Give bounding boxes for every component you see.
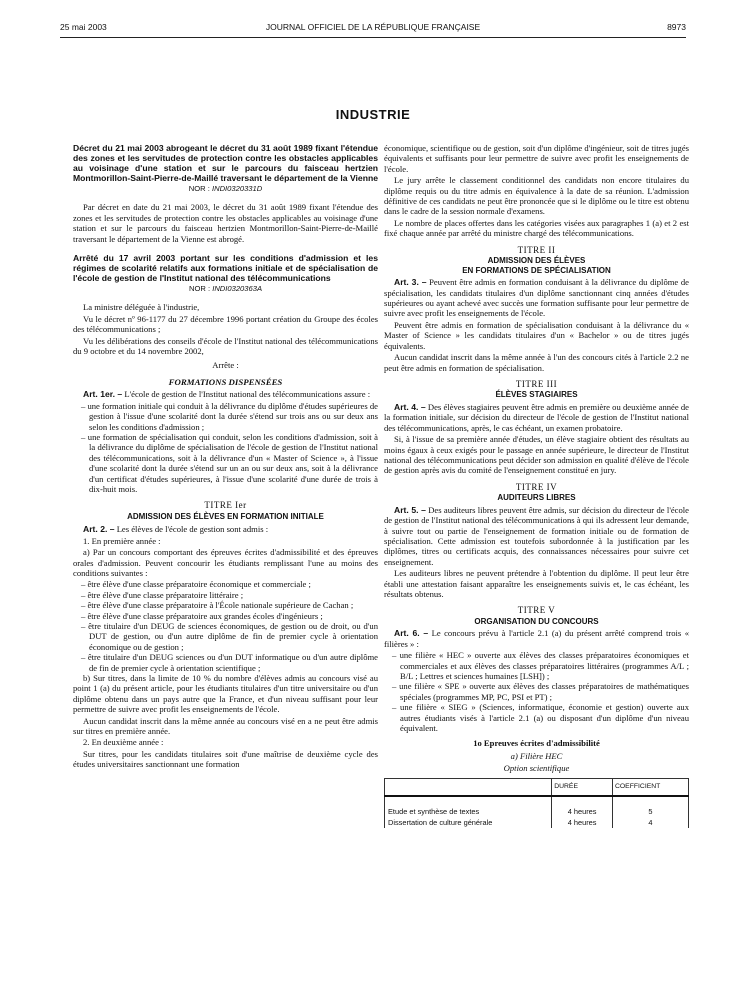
titre-2-sub2: EN FORMATIONS DE SPÉCIALISATION <box>462 265 611 275</box>
article-text: L'école de gestion de l'Institut national des télécommunications assure : <box>124 389 371 400</box>
titre-5-sub: ORGANISATION DU CONCOURS <box>474 616 599 626</box>
visa-decret: Vu le décret nº 96-1177 du 27 décembre 1996 portant création du Groupe des écoles des télécommunications ; <box>73 313 378 335</box>
paragraph: b) Sur titres, dans la limite de 10 % du nombre d'élèves admis au concours visé au point 1 (a) du présent article, pour les étudiants titulaires d'un titre universitaire ou d'un diplôme obtenu dans un pays autre que la France, et d'un niveau suffisant pour leur permettre de suivre avec profit les enseignements de l'école. <box>73 673 378 715</box>
titre-1-subtitle: ADMISSION DES ÉLÈVES EN FORMATION INITIALE <box>127 511 324 521</box>
list-item: – une formation initiale qui conduit à la délivrance du diplôme d'études supérieures de gestion à l'issue d'une scolarité dont la durée s'étend sur trois ans ou sur deux ans selon les conditions d'admission ; <box>81 400 378 432</box>
paragraph: Aucun candidat inscrit dans la même année à l'un des concours cités à l'article 2.2 ne peut être admis en formation de spécialisation. <box>384 352 689 373</box>
titre-4-label: TITRE IV <box>515 481 558 492</box>
nor-number: INDI0320363A <box>212 284 263 294</box>
table-cell: Dissertation de culture générale <box>385 817 552 828</box>
visa-deliberations: Vu les délibérations des conseils d'école de l'Institut national des télécommunications du 9 octobre et du 14 novembre 2002, <box>73 335 378 357</box>
article-1 <box>73 389 378 399</box>
table-cell: 4 heures <box>552 817 613 828</box>
header-page-number: 8973 <box>667 22 686 32</box>
paragraph: Le jury arrête le classement conditionnel des candidats non encore titulaires du diplôme requis ou du titre admis en équivalence à la date de sa réunion. L'admission définitive de ces candidats ne peut être prononcée que si le diplôme ou le titre est obtenu dans le cadre de la session normale d'examens. <box>384 175 689 217</box>
visa-ministre: La ministre déléguée à l'industrie, <box>83 302 200 313</box>
paragraph: Le nombre de places offertes dans les catégories visées aux paragraphes 1 (a) et 2 est fixé chaque année par arrêté du ministre chargé des télécommunications. <box>384 217 689 239</box>
epreuves-table <box>384 778 689 828</box>
decret-nor <box>73 184 378 194</box>
option-heading: Option scientifique <box>503 763 570 774</box>
paragraph: Les auditeurs libres ne peuvent prétendre à l'obtention du diplôme. Il peut leur être établi une attestation faisant apparaître les enseignements suivis et, le cas échéant, les résultats obtenus. <box>384 568 689 599</box>
article-text: Des auditeurs libres peuvent être admis, sur décision du directeur de l'école de gestion de l'Institut national des télécommunications à qui ils adressent leur demande, à suivre tout ou partie de l'enseignement de formation initiale ou de formation de spécialisation. Cette admission est toutefois subordonnée à la justification par les diplômes, titres ou certificats acquis, des connaissances nécessaires pour suivre cet enseignement. <box>384 504 689 567</box>
arrete-title: Arrêté du 17 avril 2003 portant sur les conditions d'admission et les régimes de scolarité relatifs aux formations initiale et de spécialisation de l'école de gestion de l'Institut national des télécommunications <box>73 253 378 284</box>
table-row <box>385 817 689 828</box>
page-header <box>60 22 686 34</box>
right-column <box>384 143 689 828</box>
paragraph: économique, scientifique ou de gestion, soit d'un diplôme d'ingénieur, soit de titres jugés équivalents et suffisants pour leur permettre de suivre avec profit les enseignements de l'école. <box>384 143 689 174</box>
list-item: – une filière « SPE » ouverte aux élèves des classes préparatoires de mathématiques spéciales (programmes MP, PC, PSI et PT) ; <box>392 681 689 702</box>
filiere-heading: a) Filière HEC <box>510 750 563 761</box>
arrete-word: Arrête : <box>212 360 239 371</box>
table-header <box>385 778 552 796</box>
paragraph: Si, à l'issue de sa première année d'études, un élève stagiaire obtient des résultats au moins égaux à ceux exigés pour le passage en année supérieure, le directeur de l'Institut national des télécommunications peut décider son admission en qualité d'élève de l'école de gestion après avis du comité de l'enseignement constitué en jury. <box>384 434 689 476</box>
left-column <box>73 143 378 771</box>
list-item: – être élève d'une classe préparatoire aux grandes écoles d'ingénieurs ; <box>81 610 323 621</box>
decret-title: Décret du 21 mai 2003 abrogeant le décret du 31 août 1989 fixant l'étendue des zones et les servitudes de protection contre les obstacles applicables au voisinage d'une station et sur le parcours du faisceau hertzien Montmorillon-Saint-Pierre-de-Maillé traversant le département de la Vienne <box>73 143 378 183</box>
article-label: Art. 5. – <box>394 504 426 515</box>
article-text: Peuvent être admis en formation conduisant à la délivrance du diplôme de spécialisation, les candidats titulaires d'un diplôme sanctionnant cinq années d'études supérieures ou ayant achevé avec succès une formation suffisante pour leur permettre de suivre avec profit les enseignements de l'école. <box>384 277 689 319</box>
table-cell: 4 <box>612 817 688 828</box>
article-label: Art. 6. – <box>394 628 429 639</box>
article-6 <box>384 628 689 649</box>
paragraph: a) Par un concours comportant des épreuves écrites d'admissibilité et des épreuves orales d'admission. Peuvent concourir les étudiants remplissant l'une au moins des conditions suivantes : <box>73 547 378 578</box>
formations-heading: FORMATIONS DISPENSÉES <box>168 376 283 387</box>
article-label: Art. 4. – <box>394 401 426 412</box>
article-label: Art. 3. – <box>394 277 427 288</box>
table-cell: 4 heures <box>552 806 613 817</box>
paragraph: 2. En deuxième année : <box>83 737 164 748</box>
table-header: DURÉE <box>552 778 613 796</box>
titre-2-label: TITRE II <box>517 244 556 255</box>
list-item: – être élève d'une classe préparatoire économique et commerciale ; <box>81 579 311 590</box>
table-cell: Etude et synthèse de textes <box>385 806 552 817</box>
paragraph: Aucun candidat inscrit dans la même année au concours visé en a ne peut être admis sur titres en première année. <box>73 715 378 737</box>
table-row <box>385 806 689 817</box>
nor-label: NOR : <box>188 184 210 193</box>
list-item: – être titulaire d'un DEUG sciences ou d'un DUT informatique ou d'un autre diplôme de fin de premier cycle à orientation scientifique ; <box>81 652 378 673</box>
conditions-list <box>73 579 378 673</box>
table-cell: 5 <box>612 806 688 817</box>
article-label: Art. 1er. – <box>83 389 123 400</box>
article-text: Des élèves stagiaires peuvent être admis en première ou deuxième année de la formation initiale, sur décision du directeur de l'école de gestion de l'Institut national des télécommunications, après, le cas échéant, un examen probatoire. <box>384 401 689 433</box>
article-text: Les élèves de l'école de gestion sont admis : <box>116 524 269 535</box>
header-date: 25 mai 2003 <box>60 22 107 32</box>
article-5 <box>384 505 689 567</box>
list-item: – une filière « HEC » ouverte aux élèves des classes préparatoires économiques et commerciales et aux élèves des classes préparatoires littéraires (programmes A/L ; B/L ; Lettres et sciences humaines [LSH]) ; <box>392 650 689 682</box>
titre-3-label: TITRE III <box>515 378 558 389</box>
list-item: – une filière « SIEG » (Sciences, informatique, économie et gestion) ouverte aux autres étudiants visés à l'article 2.1 (a) ou disposant d'un diplôme d'un niveau équivalent. <box>392 702 689 734</box>
list-item: – une formation de spécialisation qui conduit, selon les conditions d'admission, soit à la délivrance du diplôme de spécialisation de l'école de gestion de l'Institut national des télécommunications, soit à la délivrance d'un « Master of Science », à l'issue d'une scolarité dont la durée s'étend sur un an ou sur deux ans, soit à la délivrance d'un certificat d'études supérieures, à l'issue d'une scolarité d'une durée de trois à dix-huit mois. <box>81 431 378 494</box>
titre-5-label: TITRE V <box>517 605 556 616</box>
paragraph: Peuvent être admis en formation de spécialisation conduisant à la délivrance du « Master of Science » les candidats titulaires d'un « Bachelor » ou de titres jugés équivalents. <box>384 319 689 351</box>
article-2 <box>73 524 378 534</box>
titre-3-sub: ÉLÈVES STAGIAIRES <box>495 390 578 400</box>
list-item: – être titulaire d'un DEUG de sciences économiques, de gestion ou de droit, ou d'un DUT de gestion, ou d'un autre diplôme de fin de premier cycle à orientation économique ou de gestion ; <box>81 621 378 652</box>
section-title: INDUSTRIE <box>335 107 411 122</box>
article-text: Le concours prévu à l'article 2.1 (a) du présent arrêté comprend trois « filières » : <box>384 628 689 649</box>
epreuves-heading: 1o Epreuves écrites d'admissibilité <box>473 738 600 749</box>
titre-1-label: TITRE Ier <box>204 500 247 511</box>
table-header: COEFFICIENT <box>612 778 688 796</box>
paragraph: Sur titres, pour les candidats titulaires soit d'une maîtrise de deuxième cycle des études universitaires sanctionnant une formation <box>73 748 378 770</box>
list-item: – être élève d'une classe préparatoire littéraire ; <box>81 589 244 600</box>
paragraph: 1. En première année : <box>83 535 161 546</box>
table-header-row <box>385 778 689 796</box>
article-3 <box>384 277 689 319</box>
article-label: Art. 2. – <box>83 524 115 535</box>
header-rule <box>60 37 686 38</box>
titre-4-sub: AUDITEURS LIBRES <box>497 493 576 503</box>
nor-label: NOR : <box>188 284 211 294</box>
decret-body: Par décret en date du 21 mai 2003, le décret du 31 août 1989 fixant l'étendue des zones et les servitudes de protection contre les obstacles applicables au voisinage d'une station et sur le parcours du faisceau hertzien Montmorillon-Saint-Pierre-de-Maillé traversant le département de la Vienne est abrogé. <box>73 202 378 244</box>
list-item: – être élève d'une classe préparatoire à l'École nationale supérieure de Cachan ; <box>81 600 354 611</box>
nor-number: INDI0320331D <box>211 184 263 193</box>
header-journal: JOURNAL OFFICIEL DE LA RÉPUBLIQUE FRANÇAISE <box>265 22 481 32</box>
formations-list <box>73 401 378 495</box>
filieres-list <box>384 650 689 733</box>
titre-2-sub1: ADMISSION DES ÉLÈVES <box>487 256 586 266</box>
article-4 <box>384 402 689 433</box>
arrete-nor <box>73 284 378 294</box>
